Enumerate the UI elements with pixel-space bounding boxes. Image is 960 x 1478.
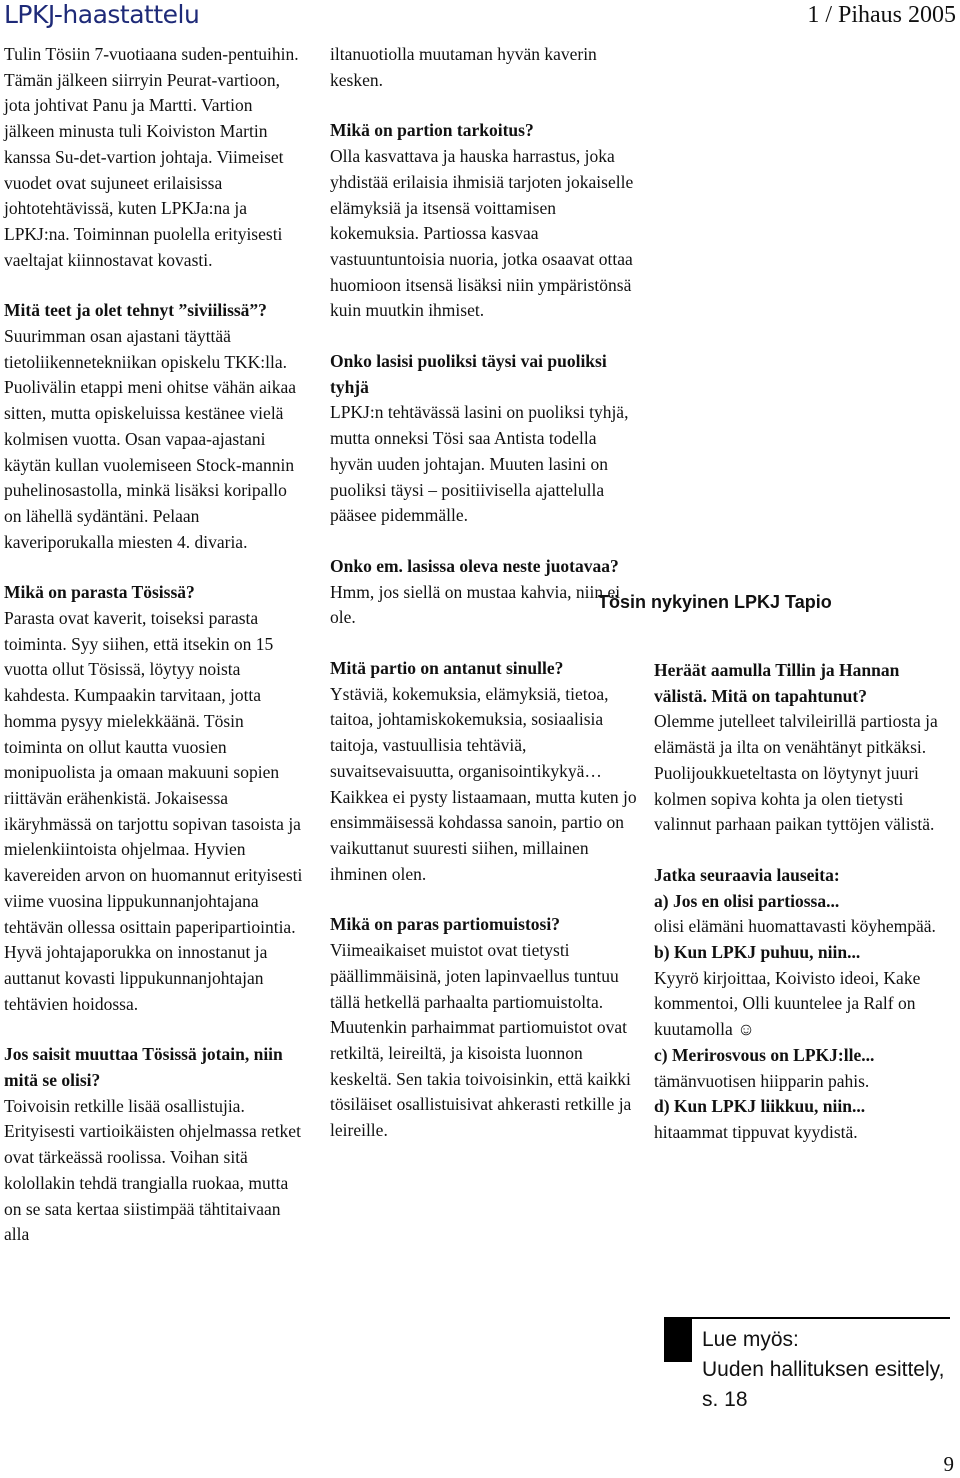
question-heading: Mikä on partion tarkoitus? (330, 120, 534, 141)
answer-paragraph: Suurimman osan ajastani täyttää tietoliikennetekniikan opiskelu TKK:lla. Puolivälin etappi meni ohitse vähän aikaa sitten, mutta opiskeluissa kestänee vielä kolmisen vuotta. Osan vapaa-ajastani käytän kullan vuolemiseen Stock-mannin puhelinosastolla, minkä lisäksi koripallo on lähellä sydäntäni. Pelaan kaveriporukalla miesten 4. divaria. (4, 326, 297, 552)
answer-paragraph: iltanuotiolla muutaman hyvän kaverin kesken. (330, 44, 597, 90)
answer-paragraph: Toivoisin retkille lisää osallistujia. Erityisesti vartioikäisten ohjelmassa retket ovat tärkeässä roolissa. Voihan sitä kolollakin tehdä trangialla ruokaa, mutta on se sata kertaa siistimpää tähtitaivaan alla (4, 1095, 301, 1245)
read-more-box (664, 1317, 950, 1417)
answer-paragraph: Parasta ovat kaverit, toiseksi parasta toiminta. Syy siihen, että itsekin on 15 vuotta ollut Tösissä, löytyy noista kahdesta. Kumpaakin tarvitaan, jotta homma pysyy mielekkäänä. Tösin toiminta on ollut kautta vuosien monipuolista ja omaan makuuni sopien riittävän erähenkistä. Jokaisessa ikäryhmässä on tarjottu sopivan tasoista ja mielenkiintoista ohjelmaa. Hyvien kavereiden arvon on huomannut erityisesti viime vuosina lippukunnanjohtajana tehtävän ollessa osittain paperipartiointia. Hyvä johtajaporukka on innostanut ja auttanut kovasti lippukunnanjohtajan tehtävien hoidossa. (4, 608, 303, 1014)
question-heading: Onko lasisi puoliksi täysi vai puoliksi tyhjä (330, 351, 607, 397)
read-more-label: Lue myös: (702, 1328, 799, 1351)
question-heading: Onko em. lasissa oleva neste juotavaa? (330, 555, 619, 576)
question-heading: d) Kun LPKJ liikkuu, niin... (654, 1096, 866, 1117)
read-more-bar (664, 1317, 692, 1362)
magazine-section-title: LPKJ-haastattelu (4, 0, 200, 29)
article-column-3 (654, 658, 954, 1146)
article-column-1 (4, 42, 304, 1248)
answer-paragraph: Ystäviä, kokemuksia, elämyksiä, tietoa, taitoa, johtamiskokemuksia, sosiaalisia taitoja, vastuullisia tehtäviä, suvaitsevaisuutta, organisointikykyä… Kaikkea ei pysty listaamaan, mutta kuten jo ensimmäisessä kohdassa sanoin, partio on vaikuttanut suuresti siihen, millainen ihminen olen. (330, 683, 637, 884)
answer-paragraph: tämänvuotisen hiipparin pahis. (654, 1070, 870, 1091)
question-heading: Mitä teet ja olet tehnyt ”siviilissä”? (4, 300, 267, 321)
answer-paragraph: Hmm, jos siellä on mustaa kahvia, niin ei ole. (330, 581, 621, 628)
answer-paragraph: Olemme jutelleet talvileirillä partiosta ja elämästä ja ilta on venähtänyt pitkäksi. Puolijoukkueteltasta on löytynyt juuri kolmen sopiva kohta ja olen tietysti valinnut parhaan paikan tyttöjen välistä. (654, 711, 938, 835)
answer-paragraph: Viimeaikaiset muistot ovat tietysti päällimmäisinä, joten lapinvaellus tuntuu tällä hetkellä parhaalta partiomuistolta. Muutenkin parhaimmat partiomuistot ovat retkiltä, leireiltä, ja kisoista luonnon keskeltä. Sen takia toivoisinkin, että kaikki tösiläiset osallistuisivat ahkerasti retkille ja leireille. (330, 940, 632, 1141)
question-heading: Mikä on parasta Tösissä? (4, 582, 195, 603)
answer-paragraph: Tulin Tösiin 7-vuotiaana suden-pentuihin. Tämän jälkeen siirryin Peurat-vartioon, jota johtivat Panu ja Martti. Vartion jälkeen minusta tuli Koiviston Martin kanssa Su-det-vartion johtaja. Viimeiset vuodet ovat sujuneet erilaisissa johtotehtävissä, kuten LPKJa:na ja LPKJ:na. Toiminnan puolella erityisesti vaeltajat kiinnostavat kovasti. (4, 44, 299, 270)
answer-paragraph: hitaammat tippuvat kyydistä. (654, 1121, 858, 1142)
answer-paragraph: olisi elämäni huomattavasti köyhempää. (654, 916, 936, 937)
answer-paragraph: LPKJ:n tehtävässä lasini on puoliksi tyhjä, mutta onneksi Tösi saa Antista todella hyvän uuden johtajan. Muuten lasini on puoliksi täysi – positiivisella ajattelulla pääsee pidemmälle. (330, 402, 629, 526)
photo-caption: Tösin nykyinen LPKJ Tapio (598, 592, 832, 612)
question-heading: c) Merirosvous on LPKJ:lle... (654, 1044, 875, 1065)
question-heading: b) Kun LPKJ puhuu, niin... (654, 942, 861, 963)
question-heading: Mitä partio on antanut sinulle? (330, 658, 564, 679)
question-heading: Jos saisit muuttaa Tösissä jotain, niin mitä se olisi? (4, 1044, 283, 1091)
issue-label: 1 / Pihaus 2005 (807, 2, 956, 28)
page-number: 9 (943, 1452, 954, 1476)
answer-paragraph: Olla kasvattava ja hauska harrastus, joka yhdistää erilaisia ihmisiä tarjoten jokaiselle elämyksiä ja itsensä voittamisen kokemuksia. Partiossa kasvaa vastuuntuntoisia nuoria, jotka osaavat ottaa huomioon itsensä lisäksi niin ympäristönsä kuin muutkin ihmiset. (330, 146, 634, 321)
question-heading: Heräät aamulla Tillin ja Hannan välistä. Mitä on tapahtunut? (654, 660, 900, 706)
read-more-text (702, 1325, 950, 1415)
question-heading: Mikä on paras partiomuistosi? (330, 914, 560, 935)
read-more-rule (692, 1317, 950, 1319)
read-more-link: Uuden hallituksen esittely, s. 18 (702, 1358, 945, 1411)
question-heading: Jatka seuraavia lauseita: (654, 864, 840, 885)
question-heading: a) Jos en olisi partiossa... (654, 890, 840, 911)
answer-paragraph: Kyyrö kirjoittaa, Koivisto ideoi, Kake kommentoi, Olli kuuntelee ja Ralf on kuutamolla ☺ (654, 967, 921, 1040)
article-column-2 (330, 42, 640, 1144)
